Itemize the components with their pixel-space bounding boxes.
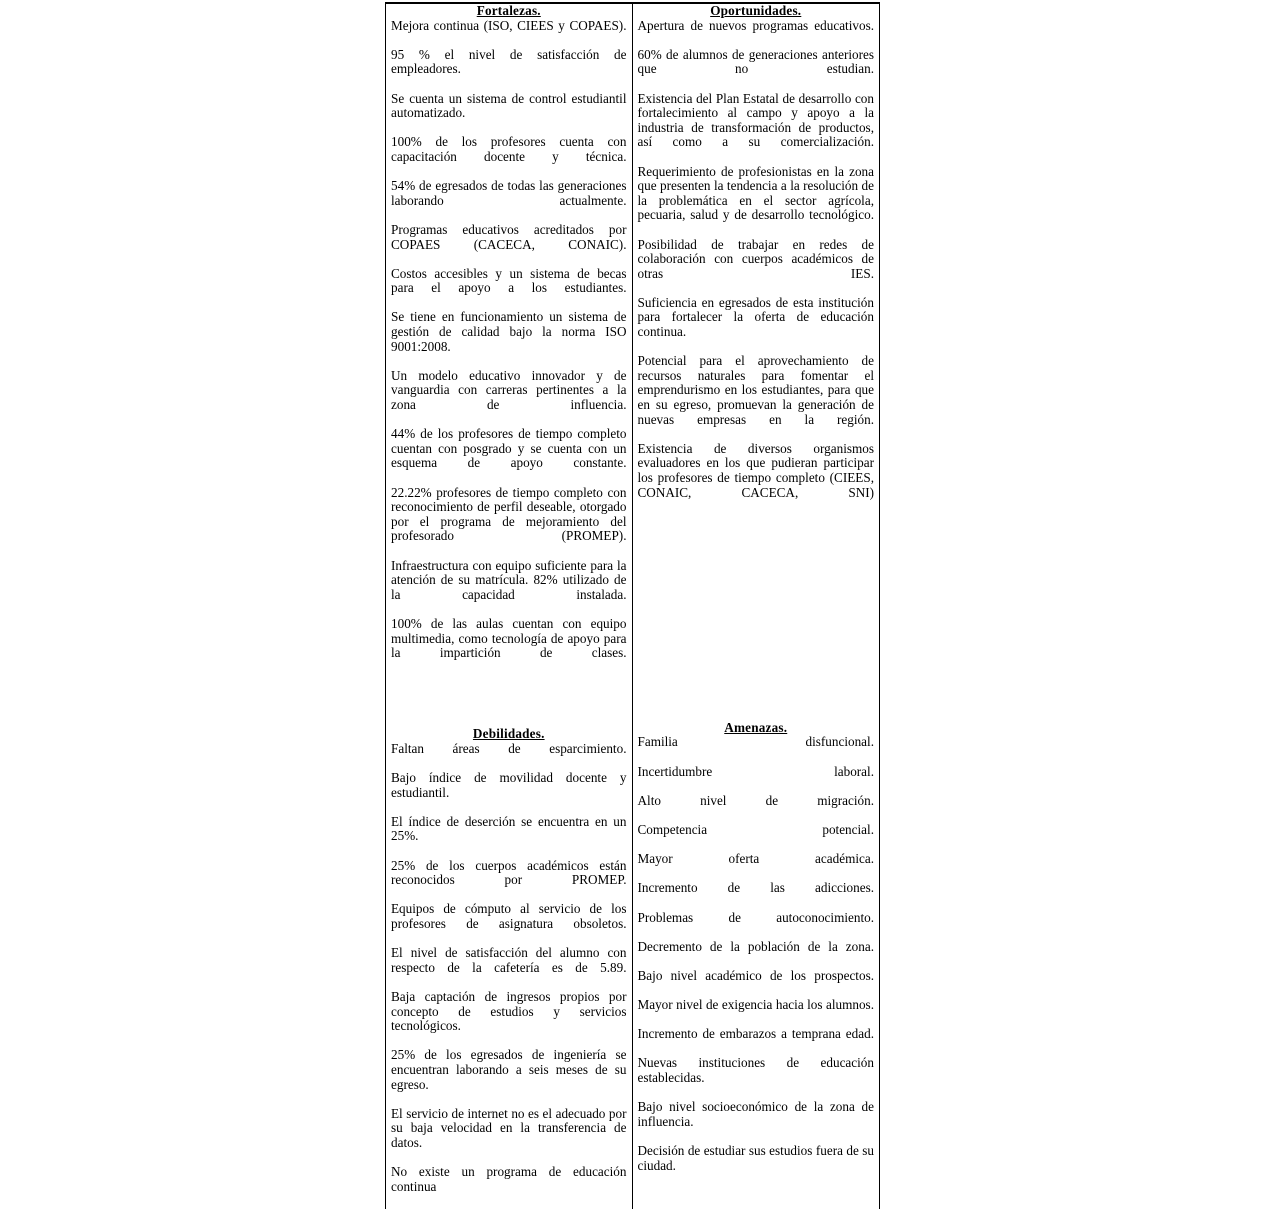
quadrant-title-oportunidades: Oportunidades. <box>710 3 802 18</box>
list-item: Requerimiento de profesionistas en la zona que presenten la tendencia a la resolución de la problemática en el sector agrícola, pecuaria, salud y de desarrollo tecnológico. <box>637 163 874 223</box>
quadrant-oportunidades <box>638 4 875 515</box>
quadrant-fortalezas <box>391 4 627 675</box>
list-item: 60% de alumnos de generaciones anteriores que no estudian. <box>637 46 874 77</box>
list-item: 95 % el nivel de satisfacción de empleadores. <box>391 46 627 77</box>
list-item: Bajo nivel académico de los prospectos. <box>637 967 874 983</box>
list-item: Baja captación de ingresos propios por concepto de estudios y servicios tecnológicos. <box>391 989 627 1034</box>
list-item: Decisión de estudiar sus estudios fuera de su ciudad. <box>637 1143 874 1173</box>
list-item: 22.22% profesores de tiempo completo con reconocimiento de perfil deseable, otorgado por el programa de mejoramiento del profesorado (PROMEP). <box>391 484 627 544</box>
list-item: Mayor nivel de exigencia hacia los alumnos. <box>637 997 874 1013</box>
list-item: Existencia de diversos organismos evaluadores en los que pudieran participar los profesores de tiempo completo (CIEES, CONAIC, CACECA, SNI) <box>637 440 874 500</box>
list-item: Existencia del Plan Estatal de desarrollo con fortalecimiento al campo y apoyo a la industria de transformación de productos, así como a su comercialización. <box>637 90 874 150</box>
list-item: 54% de egresados de todas las generaciones laborando actualmente. <box>391 178 627 208</box>
quadrant-spacer-right <box>638 515 875 721</box>
quadrant-debilidades <box>391 727 627 1209</box>
list-item: 100% de los profesores cuenta con capacitación docente y técnica. <box>391 134 627 164</box>
list-item: El servicio de internet no es el adecuado por su baja velocidad en la transferencia de datos. <box>391 1105 627 1150</box>
list-item: No existe un programa de educación continua <box>391 1164 627 1194</box>
list-item: 44% de los profesores de tiempo completo cuentan con posgrado y se cuenta con un esquema de apoyo constante. <box>391 426 627 471</box>
swot-column-right <box>633 4 880 1209</box>
list-item: Se tiene en funcionamiento un sistema de gestión de calidad bajo la norma ISO 9001:2008. <box>391 309 627 354</box>
quadrant-amenazas <box>638 721 875 1188</box>
list-item: Alto nivel de migración. <box>637 792 874 808</box>
list-item: 25% de los cuerpos académicos están reconocidos por PROMEP. <box>391 857 627 888</box>
list-item: Incremento de embarazos a temprana edad. <box>637 1026 874 1042</box>
list-item: Infraestructura con equipo suficiente para la atención de su matrícula. 82% utilizado de la capacidad instalada. <box>391 557 627 602</box>
item-list-debilidades <box>391 742 627 1209</box>
swot-column-left <box>386 4 633 1209</box>
list-item: 25% de los egresados de ingeniería se encuentran laborando a seis meses de su egreso. <box>391 1047 627 1092</box>
list-item: Bajo nivel socioeconómico de la zona de influencia. <box>637 1099 874 1129</box>
list-item: Decremento de la población de la zona. <box>637 938 874 954</box>
list-item: Apertura de nuevos programas educativos. <box>637 17 874 33</box>
swot-table <box>385 2 880 1209</box>
list-item: Suficiencia en egresados de esta institución para fortalecer la oferta de educación continua. <box>637 294 874 340</box>
list-item: Familia disfuncional. <box>637 734 874 750</box>
list-item: Nuevas instituciones de educación establecidas. <box>637 1055 874 1086</box>
quadrant-title-fortalezas: Fortalezas. <box>476 3 541 18</box>
list-item: Incremento de las adicciones. <box>637 880 874 896</box>
list-item: Posibilidad de trabajar en redes de colaboración con cuerpos académicos de otras IES. <box>637 236 874 281</box>
list-item: Potencial para el aprovechamiento de recursos naturales para fomentar el emprendurismo en los estudiantes, para que en su egreso, promuevan la generación de nuevas empresas en la región. <box>637 353 874 427</box>
list-item: El nivel de satisfacción del alumno con respecto de la cafetería es de 5.89. <box>391 945 627 975</box>
list-item: Incertidumbre laboral. <box>637 763 874 779</box>
list-item: 100% de las aulas cuentan con equipo multimedia, como tecnología de apoyo para la impartición de clases. <box>391 615 627 661</box>
list-item: Bajo índice de movilidad docente y estudiantil. <box>391 770 627 800</box>
list-item: Se cuenta un sistema de control estudiantil automatizado. <box>391 90 627 121</box>
item-list-amenazas <box>638 735 875 1187</box>
item-list-oportunidades <box>638 19 875 515</box>
list-item: Faltan áreas de esparcimiento. <box>391 740 627 756</box>
list-item: Mejora continua (ISO, CIEES y COPAES). <box>391 17 627 33</box>
list-item: Costos accesibles y un sistema de becas para el apoyo a los estudiantes. <box>391 265 627 296</box>
list-item: Mayor oferta académica. <box>637 851 874 867</box>
item-list-fortalezas <box>391 19 627 676</box>
list-item: Competencia potencial. <box>637 821 874 837</box>
quadrant-title-debilidades: Debilidades. <box>472 726 545 742</box>
list-item: El índice de deserción se encuentra en un 25%. <box>391 813 627 844</box>
list-item: Problemas de autoconocimiento. <box>637 909 874 925</box>
list-item: Un modelo educativo innovador y de vanguardia con carreras pertinentes a la zona de influencia. <box>391 367 627 413</box>
list-item: Programas educativos acreditados por COPAES (CACECA, CONAIC). <box>391 221 627 252</box>
quadrant-title-amenazas: Amenazas. <box>724 719 788 735</box>
list-item: Equipos de cómputo al servicio de los profesores de asignatura obsoletos. <box>391 901 627 932</box>
quadrant-spacer-left <box>391 675 627 727</box>
